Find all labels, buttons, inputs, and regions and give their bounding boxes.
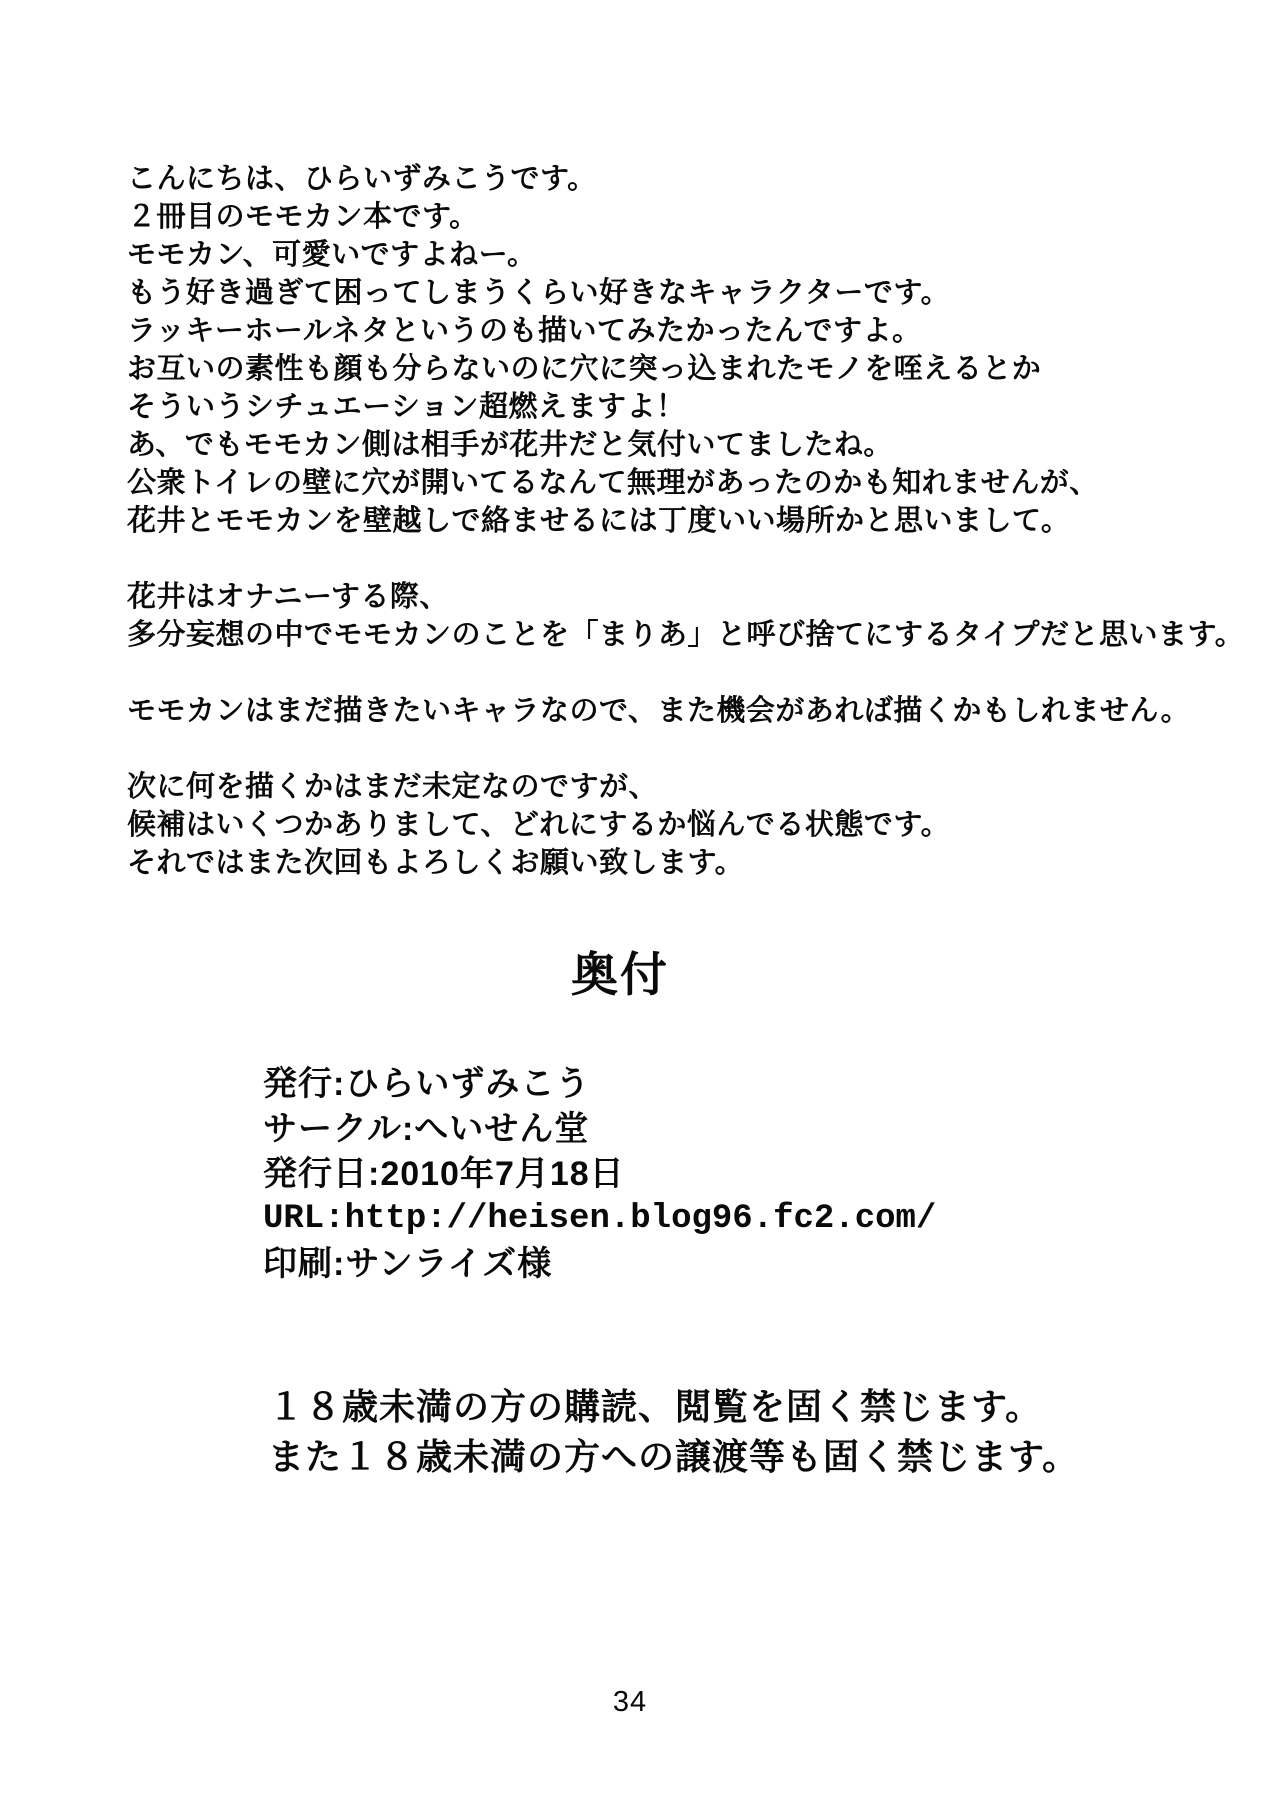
afterword-paragraph-4 — [127, 768, 1187, 882]
afterword-line: こんにちは、ひらいずみこうです。 — [127, 163, 597, 195]
colophon-line: 発行:ひらいずみこう — [263, 1065, 591, 1103]
afterword-paragraph-3 — [127, 692, 1191, 730]
afterword-line: ラッキーホールネタというのも描いてみたかったんですよ。 — [127, 315, 922, 347]
colophon-heading: 奥付 — [571, 948, 669, 1001]
afterword-paragraph-2 — [127, 578, 1245, 654]
afterword-line: 多分妄想の中でモモカンのことを「まりあ」と呼び捨てにするタイプだと思います。 — [127, 619, 1245, 651]
afterword-line: 花井はオナニーする際、 — [127, 581, 449, 613]
colophon-line: URL:http://heisen.blog96.fc2.com/ — [263, 1200, 937, 1238]
afterword-text — [127, 160, 1245, 920]
afterword-line: 次に何を描くかはまだ未定なのですが、 — [127, 771, 659, 803]
afterword-line: モモカンはまだ描きたいキャラなので、また機会があれば描くかもしれません。 — [127, 695, 1191, 727]
afterword-line: 花井とモモカンを壁越しで絡ませるには丁度いい場所かと思いまして。 — [127, 505, 1071, 537]
colophon-line: 印刷:サンライズ様 — [263, 1245, 553, 1283]
colophon-details — [263, 1062, 936, 1287]
age-restriction-notice — [268, 1382, 1079, 1482]
afterword-line: あ、でもモモカン側は相手が花井だと気付いてましたね。 — [127, 429, 893, 461]
afterword-line: 公衆トイレの壁に穴が開いてるなんて無理があったのかも知れませんが、 — [127, 467, 1099, 499]
afterword-paragraph-1 — [127, 160, 1187, 540]
colophon-line: サークル:へいせん堂 — [263, 1110, 590, 1148]
afterword-line: ２冊目のモモカン本です。 — [127, 201, 479, 233]
afterword-line: モモカン、可愛いですよねー。 — [127, 239, 537, 271]
afterword-line: もう好き過ぎて困ってしまうくらい好きなキャラクターです。 — [127, 277, 951, 309]
colophon-line: 発行日:2010年7月18日 — [263, 1155, 625, 1193]
notice-line: １８歳未満の方の購読、閲覧を固く禁じます。 — [268, 1386, 1043, 1427]
notice-line: また１８歳未満の方への譲渡等も固く禁じます。 — [268, 1436, 1080, 1477]
afterword-line: そういうシチュエーション超燃えますよ！ — [127, 391, 686, 423]
page-number: 34 — [612, 1686, 648, 1718]
afterword-line: 候補はいくつかありまして、どれにするか悩んでる状態です。 — [127, 809, 951, 841]
afterword-line: それではまた次回もよろしくお願い致します。 — [127, 847, 745, 879]
afterword-line: お互いの素性も顔も分らないのに穴に突っ込まれたモノを咥えるとか — [127, 353, 1042, 385]
